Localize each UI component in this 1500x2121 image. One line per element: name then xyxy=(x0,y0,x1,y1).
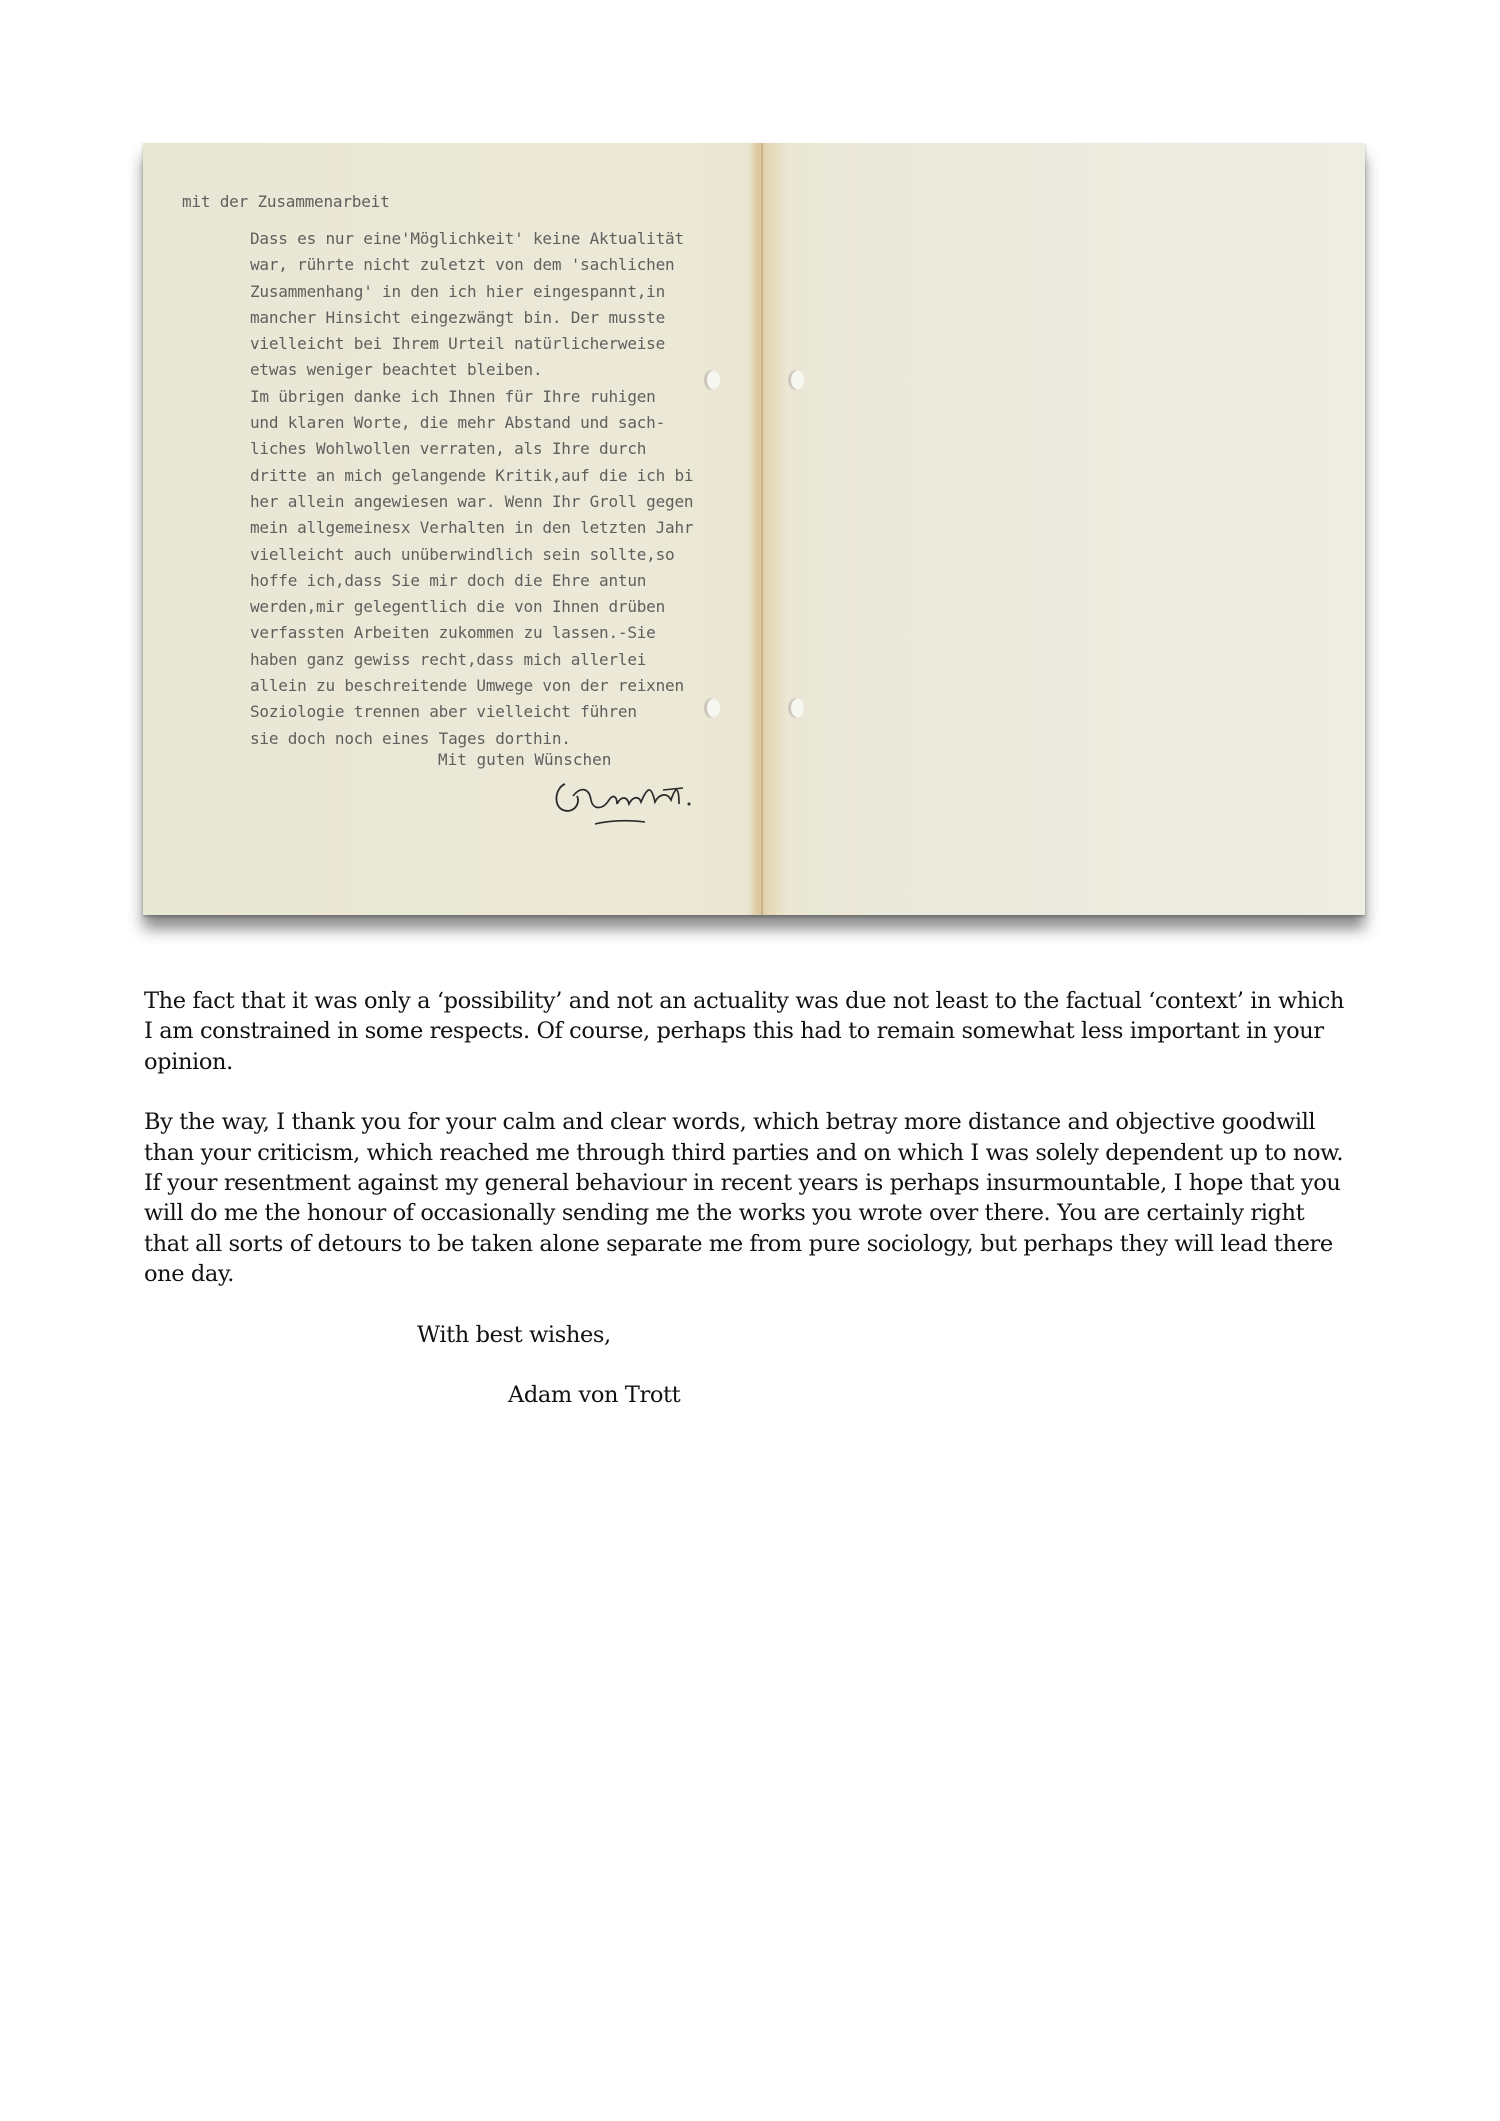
scan-line: haben ganz gewiss recht,dass mich allerlei xyxy=(250,649,647,669)
translation-paragraph: By the way, I thank you for your calm and clear words, which betray more distance and objective goodwill than your criticism, which reached me through third parties and on which I was solely dependent up to now. If your resentment against my general behaviour in recent years is perhaps insurmountable, I hope that you will do me the honour of occasionally sending me the works you wrote over there. You are certainly right that all sorts of detours to be taken alone separate me from pure sociology, but perhaps they will lead there one day. xyxy=(144,1109,1344,1288)
scan-line: Soziologie trennen aber vielleicht führen xyxy=(250,702,637,722)
scan-line: mein allgemeinesx Verhalten in den letzten Jahr xyxy=(250,518,694,538)
scan-heading: mit der Zusammenarbeit xyxy=(182,192,390,211)
handwritten-signature xyxy=(551,766,701,836)
scan-line: liches Wohlwollen verraten, als Ihre durch xyxy=(250,439,647,459)
typewritten-text xyxy=(182,192,782,752)
punch-hole xyxy=(788,698,804,718)
scan-closing: Mit guten Wünschen xyxy=(438,750,612,769)
scan-line: hoffe ich,dass Sie mir doch die Ehre antun xyxy=(250,570,647,590)
translation-paragraph: The fact that it was only a ‘possibility’ and not an actuality was due not least to the factual ‘context’ in which I am constrained in some respects. Of course, perhaps this had to remain somewhat less important in your opinion. xyxy=(144,988,1344,1075)
scan-line: mancher Hinsicht eingezwängt bin. Der musste xyxy=(250,307,666,327)
scan-line: vielleicht bei Ihrem Urteil natürlicherweise xyxy=(250,334,666,354)
translation xyxy=(144,986,1344,1440)
scan-line: Zusammenhang' in den ich hier eingespannt,in xyxy=(250,281,666,301)
scan-line: her allein angewiesen war. Wenn Ihr Groll gegen xyxy=(250,491,694,511)
scan-line: und klaren Worte, die mehr Abstand und sach- xyxy=(250,413,666,433)
scan-line: dritte an mich gelangende Kritik,auf die ich bi xyxy=(250,465,694,485)
scan-line: sie doch noch eines Tages dorthin. xyxy=(250,728,571,748)
scan-line: werden,mir gelegentlich die von Ihnen drüben xyxy=(250,597,666,617)
scan-line: etwas weniger beachtet bleiben. xyxy=(250,360,543,380)
punch-hole xyxy=(788,370,804,390)
scan-line: war, rührte nicht zuletzt von dem 'sachlichen xyxy=(250,255,675,275)
scan-line: verfassten Arbeiten zukommen zu lassen.-Sie xyxy=(250,623,656,643)
scan-body xyxy=(182,226,782,752)
translation-closing: With best wishes, xyxy=(417,1321,611,1348)
letter-scan xyxy=(143,143,1365,915)
scan-line: allein zu beschreitende Umwege von der reixnen xyxy=(250,676,684,696)
translation-signature: Adam von Trott xyxy=(508,1382,681,1409)
scan-line: Im übrigen danke ich Ihnen für Ihre ruhigen xyxy=(250,386,656,406)
scan-line: vielleicht auch unüberwindlich sein sollte,so xyxy=(250,544,675,564)
scan-line: Dass es nur eine'Möglichkeit' keine Aktualität xyxy=(250,229,684,248)
